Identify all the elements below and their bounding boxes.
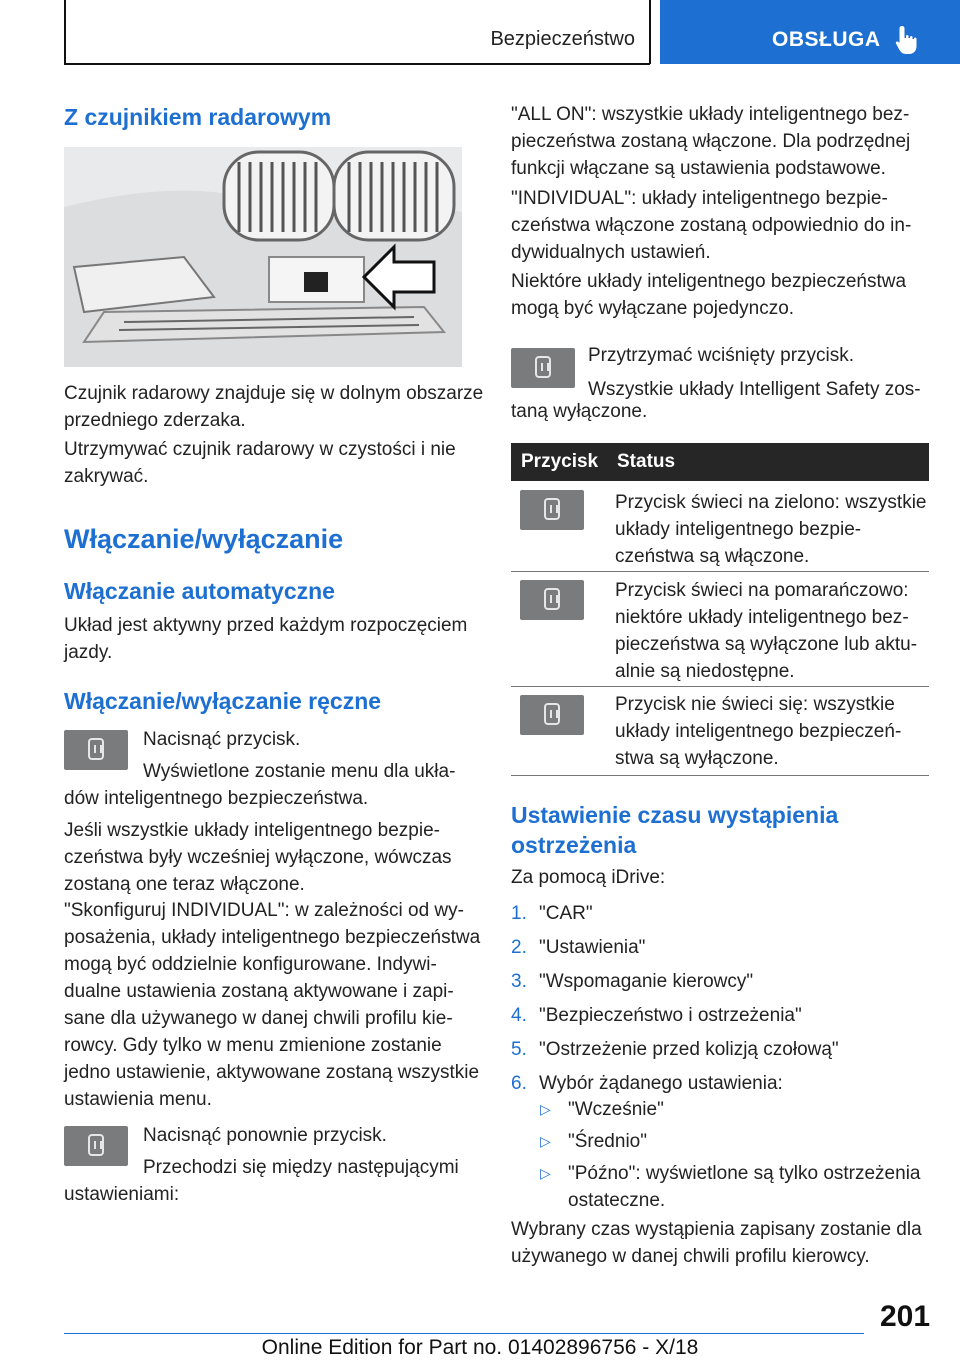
header-rule-bottom <box>64 63 650 65</box>
paragraph-auto-on: Układ jest aktywny przed każdym rozpoczęciem jazdy. <box>64 615 468 663</box>
triangle-bullet-icon: ▷ <box>540 1133 551 1149</box>
instruction-toggle-settings-b: ustawieniami: <box>64 1184 180 1205</box>
setting-options-list <box>540 1096 930 1214</box>
step-number: 6. <box>511 1073 527 1094</box>
table-row-divider <box>511 571 929 572</box>
list-item <box>540 1096 930 1128</box>
safety-button-icon <box>64 730 128 770</box>
pointing-hand-icon <box>893 24 921 56</box>
paragraph-radar-clean: Utrzymywać czujnik radarowy w czystości i nie zakrywać. <box>64 439 456 487</box>
footer-edition: Online Edition for Part no. 01402896756 - X/18 <box>261 1336 699 1359</box>
list-item <box>511 1036 929 1070</box>
paragraph-individual: "INDIVIDUAL": układy inteligentnego bezpieczeństwa włączone zostaną odpowiednio do indywidualnych ustawień. <box>511 188 912 263</box>
step-text: "Wspomaganie kierowcy" <box>539 971 754 992</box>
table-row-status: Przycisk świeci na pomarańczowo: niektóre układy inteligentnego bezpieczeństwa są wyłączone lub aktualnie są niedostępne. <box>615 580 918 682</box>
instruction-press-again: Nacisnąć ponownie przycisk. <box>143 1125 387 1146</box>
triangle-bullet-icon: ▷ <box>540 1101 551 1117</box>
step-text: Wybór żądanego ustawienia: <box>539 1073 783 1094</box>
table-row-status: Przycisk świeci na zielono: wszystkie układy inteligentnego bezpieczeństwa są włączone. <box>615 492 927 567</box>
step-text: "Ostrzeżenie przed kolizją czołową" <box>539 1039 839 1060</box>
table-header-status: Status <box>617 451 676 472</box>
paragraph-all-on: "ALL ON": wszystkie układy inteligentnego bezpieczeństwa zostaną włączone. Dla podrzędnej funkcji włączane są ustawienia podstawowe. <box>511 104 911 179</box>
instruction-all-off-b: taną wyłączone. <box>511 401 648 422</box>
option-text: "Późno": wyświetlone są tylko ostrzeżenia ostateczne. <box>568 1163 921 1211</box>
step-text: "CAR" <box>539 903 593 924</box>
instruction-menu-shown-a: Wyświetlone zostanie menu dla ukła- <box>143 761 456 782</box>
header-section-title: Bezpieczeństwo <box>490 28 635 50</box>
paragraph-via-idrive: Za pomocą iDrive: <box>511 867 666 888</box>
paragraph-configure-individual: "Skonfiguruj INDIVIDUAL": w zależności od wyposażenia, układy inteligentnego bezpieczeństwa mogą być oddzielnie konfigurowane. Indywidualne ustawienia zostaną aktywowane i zapisane dla używanego w danej chwili profilu kierowcy. Gdy tylko w menu zmienione zostanie jedno ustawienie, aktywowane zostaną wszystkie ustawienia menu. <box>64 900 481 1110</box>
paragraph-saved-profile: Wybrany czas wystąpienia zapisany zostanie dla używanego w danej chwili profilu kierowcy. <box>511 1219 922 1267</box>
table-header-button: Przycisk <box>521 451 599 472</box>
option-text: "Średnio" <box>568 1131 647 1152</box>
step-text: "Ustawienia" <box>539 937 646 958</box>
list-item <box>540 1160 930 1214</box>
safety-button-icon <box>520 490 584 530</box>
instruction-menu-shown-b: dów inteligentnego bezpieczeństwa. <box>64 788 369 809</box>
idrive-steps-list <box>511 900 929 1104</box>
step-number: 1. <box>511 903 527 924</box>
heading-auto-on: Włączanie automatyczne <box>64 578 335 604</box>
safety-button-icon <box>64 1126 128 1166</box>
safety-button-icon <box>520 695 584 735</box>
page-number: 201 <box>880 1300 931 1333</box>
heading-on-off: Włączanie/wyłączanie <box>64 524 344 554</box>
car-front-radar-image <box>64 147 462 367</box>
list-item <box>511 934 929 968</box>
heading-warning-time: Ustawienie czasu wystąpienia ostrzeżenia <box>511 802 839 858</box>
paragraph-radar-location: Czujnik radarowy znajduje się w dolnym obszarze przedniego zderzaka. <box>64 383 484 431</box>
step-number: 2. <box>511 937 527 958</box>
heading-manual: Włączanie/wyłączanie ręczne <box>64 688 382 714</box>
table-row-divider <box>511 775 929 776</box>
list-item <box>511 900 929 934</box>
triangle-bullet-icon: ▷ <box>540 1165 551 1181</box>
safety-button-icon <box>520 580 584 620</box>
header-rule-separator <box>649 0 651 64</box>
paragraph-some-off: Niektóre układy inteligentnego bezpieczeństwa mogą być wyłączane pojedynczo. <box>511 271 907 319</box>
list-item <box>540 1128 930 1160</box>
instruction-press-button: Nacisnąć przycisk. <box>143 729 301 750</box>
safety-button-icon <box>511 348 575 388</box>
instruction-all-off-a: Wszystkie układy Intelligent Safety zos- <box>588 379 921 400</box>
car-front-illustration <box>64 147 462 367</box>
table-row-divider <box>511 686 929 687</box>
table-header <box>511 443 929 481</box>
instruction-toggle-settings-a: Przechodzi się między następującymi <box>143 1157 459 1178</box>
step-number: 3. <box>511 971 527 992</box>
paragraph-all-off: Jeśli wszystkie układy inteligentnego bezpieczeństwa były wcześniej wyłączone, wówczas zostaną one teraz włączone. <box>64 820 452 895</box>
instruction-hold-button: Przytrzymać wciśnięty przycisk. <box>588 345 855 366</box>
heading-radar: Z czujnikiem radarowym <box>64 104 332 130</box>
footer-rule <box>64 1333 864 1334</box>
option-text: "Wcześnie" <box>568 1099 664 1120</box>
header-chapter-label: OBSŁUGA <box>772 28 881 51</box>
list-item <box>511 1002 929 1036</box>
step-text: "Bezpieczeństwo i ostrzeżenia" <box>539 1005 802 1026</box>
table-row-status: Przycisk nie świeci się: wszystkie układy inteligentnego bezpieczeństwa są wyłączone. <box>615 694 902 769</box>
step-number: 5. <box>511 1039 527 1060</box>
step-number: 4. <box>511 1005 527 1026</box>
list-item <box>511 968 929 1002</box>
header-rule-left <box>64 0 66 64</box>
